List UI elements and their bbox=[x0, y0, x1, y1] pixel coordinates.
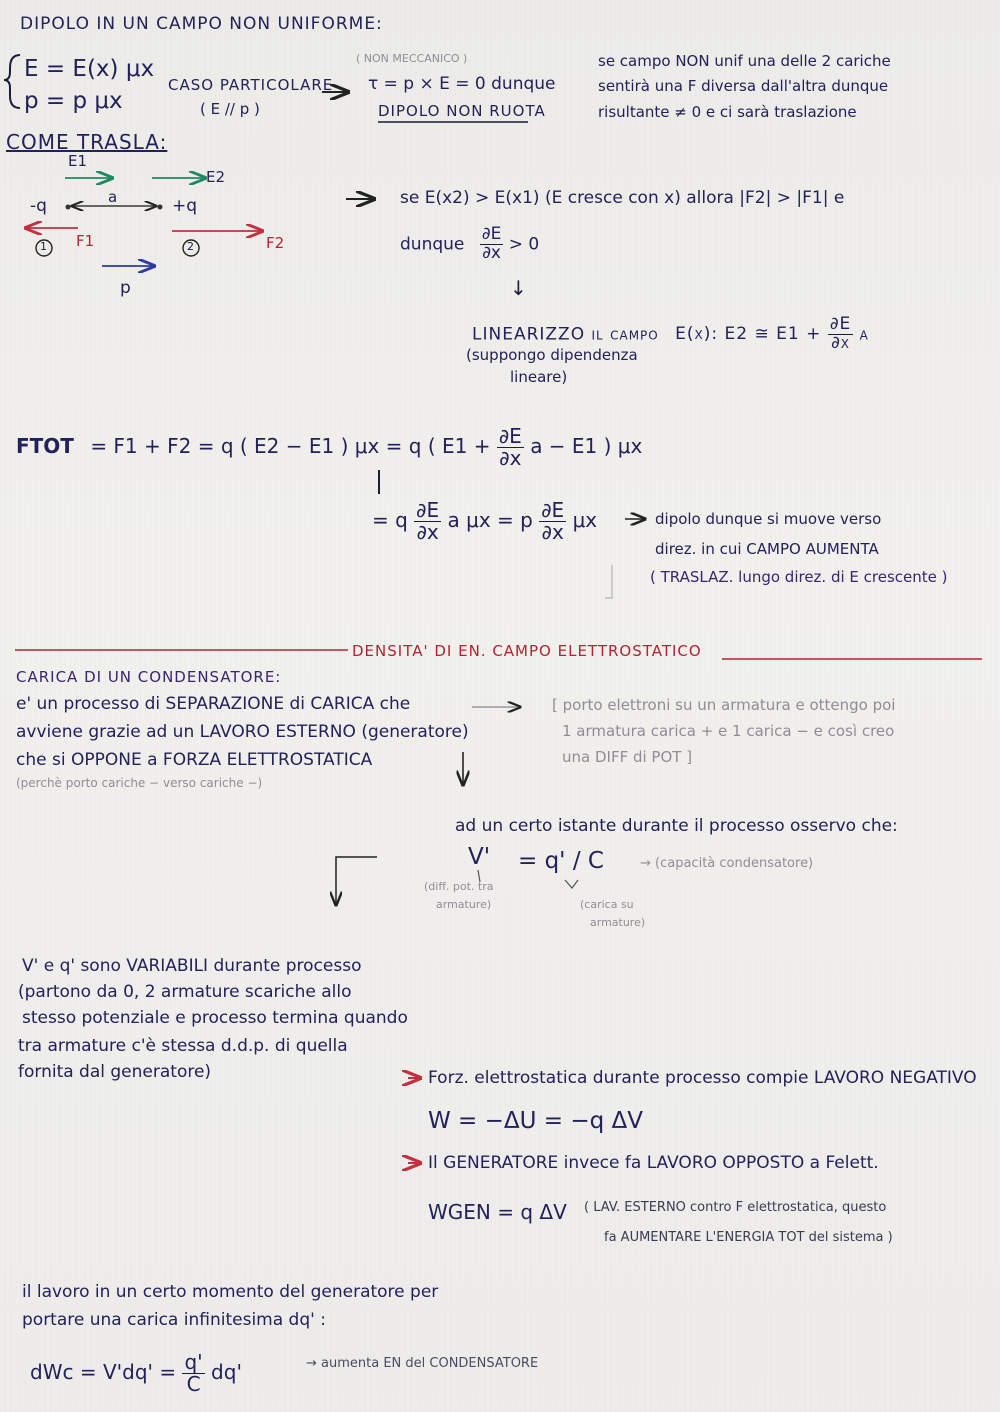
wgen-note-1: ( LAV. ESTERNO contro F elettrostatica, questo bbox=[584, 1200, 887, 1215]
ultimo-line-2: portare una carica infinitesima dq' : bbox=[22, 1310, 326, 1330]
label-p: p bbox=[120, 278, 131, 298]
label-minus-q: -q bbox=[30, 196, 47, 216]
def-e: E = E(x) μx bbox=[24, 56, 155, 82]
ultimo-line-1: il lavoro in un certo momento del generatore per bbox=[22, 1282, 439, 1302]
page-title: DIPOLO IN UN CAMPO NON UNIFORME: bbox=[20, 14, 383, 34]
carica-line-3: che si OPPONE a FORZA ELETTROSTATICA bbox=[16, 750, 373, 770]
note-line-3: risultante ≠ 0 e ci sarà traslazione bbox=[598, 103, 857, 121]
bracket-line-3: una DIFF di POT ] bbox=[562, 748, 693, 766]
variabili-line-5: fornita dal generatore) bbox=[18, 1062, 212, 1082]
ftot-note-1: dipolo dunque si muove verso bbox=[655, 510, 882, 528]
carica-line-2: avviene grazie ad un LAVORO ESTERNO (generatore) bbox=[16, 722, 469, 742]
label-f1: F1 bbox=[76, 232, 95, 250]
label-1: 1 bbox=[40, 240, 47, 253]
condition-line: se E(x2) > E(x1) (E cresce con x) allora |F2| > |F1| e bbox=[400, 188, 845, 208]
capacita-note: → (capacità condensatore) bbox=[640, 856, 814, 871]
forz-line: Forz. elettrostatica durante processo compie LAVORO NEGATIVO bbox=[428, 1068, 977, 1088]
note-line-1: se campo NON unif una delle 2 cariche bbox=[598, 52, 891, 70]
w-formula: W = −ΔU = −q ΔV bbox=[428, 1108, 644, 1134]
diffpot-note-1: (diff. pot. tra bbox=[424, 880, 494, 893]
v-prime: V' bbox=[468, 844, 491, 870]
ftot-formula-2: = q $\frac{\partial E}{\partial x}$ a μx = p $\frac{\partial E}{\partial x}$ μx bbox=[372, 498, 598, 544]
linearizzo-sub2: lineare) bbox=[510, 368, 568, 386]
condition-dunque: dunque $\frac{\partial E}{\partial x}$ > 0 bbox=[400, 224, 540, 263]
bracket-line-2: 1 armatura carica + e 1 carica − e così creo bbox=[562, 722, 895, 740]
section-title: DENSITA' DI EN. CAMPO ELETTROSTATICO bbox=[352, 642, 702, 660]
def-p: p = p μx bbox=[24, 88, 123, 114]
ftot-formula: FTOT = F1 + F2 = q ( E2 − E1 ) μx = q ( E1 + $\frac{\partial E}{\partial x}$ a − E1 ) μx bbox=[16, 424, 643, 470]
variabili-line-3: stesso potenziale e processo termina quando bbox=[22, 1008, 408, 1028]
note-line-2: sentirà una F diversa dall'altra dunque bbox=[598, 77, 889, 95]
variabili-line-1: V' e q' sono VARIABILI durante processo bbox=[22, 956, 362, 976]
wgen-note-2: fa AUMENTARE L'ENERGIA TOT del sistema ) bbox=[604, 1230, 893, 1245]
ftot-note-2: direz. in cui CAMPO AUMENTA bbox=[655, 540, 879, 558]
label-e2: E2 bbox=[206, 168, 226, 186]
variabili-line-2: (partono da 0, 2 armature scariche allo bbox=[18, 982, 352, 1002]
label-plus-q: +q bbox=[172, 196, 198, 216]
bracket-line-1: [ porto elettroni su un armatura e ottengo poi bbox=[552, 696, 896, 714]
dipolo-non-ruota: DIPOLO NON RUOTA bbox=[378, 102, 546, 120]
label-2: 2 bbox=[187, 240, 194, 253]
ftot-note-3: ( TRASLAZ. lungo direz. di E crescente ) bbox=[650, 568, 948, 586]
generatore-line: Il GENERATORE invece fa LAVORO OPPOSTO a Felett. bbox=[428, 1153, 879, 1173]
down-arrow-icon: ↓ bbox=[510, 276, 527, 300]
istante-line: ad un certo istante durante il processo osservo che: bbox=[455, 816, 898, 836]
linearizzo-sub1: (suppongo dipendenza bbox=[466, 346, 638, 364]
label-f2: F2 bbox=[266, 234, 285, 252]
linearizzo-line: LINEARIZZO il campo E(x): E2 ≅ E1 + $\frac{\partial E}{\partial x}$ a bbox=[472, 314, 869, 353]
come-trasla-heading: COME TRASLA: bbox=[6, 130, 168, 154]
brace-icon bbox=[4, 55, 20, 108]
carica-line-1: e' un processo di SEPARAZIONE di CARICA che bbox=[16, 694, 411, 714]
torque-formula: τ = p × E = 0 dunque bbox=[368, 74, 556, 94]
carica-note-1: (carica su bbox=[580, 898, 634, 911]
carica-line-4: (perchè porto cariche − verso cariche −) bbox=[16, 776, 263, 790]
variabili-line-4: tra armature c'è stessa d.d.p. di quella bbox=[18, 1036, 348, 1056]
v-equals-q-over-c: = q' / C bbox=[518, 848, 604, 874]
label-e1: E1 bbox=[68, 152, 88, 170]
non-meccanico-label: ( NON MECCANICO ) bbox=[356, 52, 468, 65]
caso-particolare: CASO PARTICOLARE bbox=[168, 76, 334, 94]
caso-condition: ( E // p ) bbox=[200, 100, 260, 118]
aumenta-note: → aumenta EN del CONDENSATORE bbox=[306, 1356, 539, 1371]
carica-title: CARICA DI UN CONDENSATORE: bbox=[16, 668, 282, 686]
dwc-formula: dWc = V'dq' = $\frac{q'}{C}$ dq' bbox=[30, 1350, 242, 1396]
label-a: a bbox=[108, 188, 118, 206]
wgen-formula: WGEN = q ΔV bbox=[428, 1200, 567, 1224]
carica-note-2: armature) bbox=[590, 916, 646, 929]
diffpot-note-2: armature) bbox=[436, 898, 492, 911]
